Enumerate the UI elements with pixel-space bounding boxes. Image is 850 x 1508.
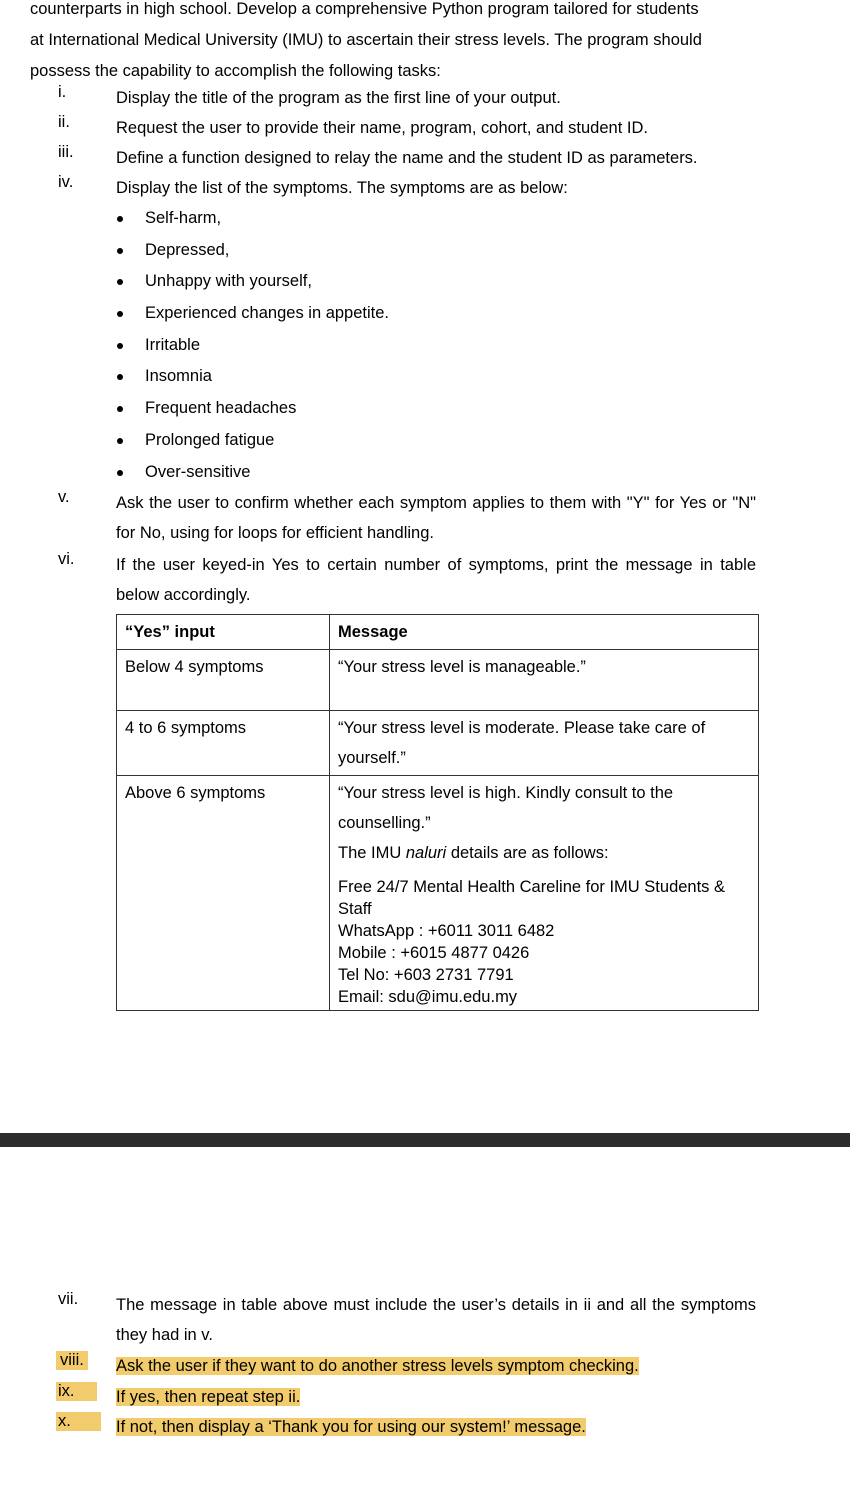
tel-contact: Tel No: +603 2731 7791 (338, 966, 514, 984)
task-number: x. (56, 1412, 101, 1431)
row-input: 4 to 6 symptoms (117, 711, 330, 776)
intro-paragraph (30, 0, 770, 87)
naluri-word: naluri (405, 844, 447, 862)
header-message: Message (330, 615, 759, 650)
task-text-highlighted: If yes, then repeat step ii. (116, 1388, 301, 1406)
symptom-item: Frequent headaches (116, 393, 389, 425)
row-input: Above 6 symptoms (117, 776, 330, 1011)
row-message: “Your stress level is manageable.” (330, 650, 759, 711)
high-stress-message: “Your stress level is high. Kindly consult to the counselling.” (338, 784, 674, 832)
table-row (117, 650, 759, 711)
task-text: Ask the user to confirm whether each symptom applies to them with "Y" for Yes or "N" for No, using for loops for efficient handling. (116, 494, 756, 542)
task-text-highlighted: Ask the user if they want to do another stress levels symptom checking. (116, 1357, 639, 1375)
symptom-item: Depressed, (116, 235, 389, 267)
table-row (117, 776, 759, 1011)
task-text: Display the title of the program as the first line of your output. (116, 89, 561, 107)
task-text: Display the list of the symptoms. The symptoms are as below: (116, 179, 568, 197)
naluri-prefix: The IMU (338, 844, 402, 862)
symptom-list (116, 203, 389, 488)
task-text: If the user keyed-in Yes to certain number of symptoms, print the message in table below accordingly. (116, 556, 756, 604)
mobile-contact: Mobile : +6015 4877 0426 (338, 944, 530, 962)
task-text: Define a function designed to relay the name and the student ID as parameters. (116, 149, 698, 167)
task-number: iv. (58, 173, 74, 191)
intro-line: at International Medical University (IMU) to ascertain their stress levels. The program should (30, 31, 702, 49)
task-number: ix. (56, 1382, 97, 1401)
intro-line: possess the capability to accomplish the following tasks: (30, 62, 441, 80)
task-number: vii. (58, 1290, 79, 1308)
symptom-item: Experienced changes in appetite. (116, 298, 389, 330)
task-text: The message in table above must include the user’s details in ii and all the symptoms they had in v. (116, 1296, 756, 1344)
task-text: Request the user to provide their name, program, cohort, and student ID. (116, 119, 648, 137)
naluri-suffix: details are as follows: (450, 844, 609, 862)
stress-message-table (116, 614, 759, 1011)
symptom-item: Irritable (116, 330, 389, 362)
task-number: ii. (58, 113, 70, 131)
page-divider-bar (0, 1133, 850, 1147)
symptom-item: Self-harm, (116, 203, 389, 235)
symptom-item: Unhappy with yourself, (116, 266, 389, 298)
symptom-item: Insomnia (116, 361, 389, 393)
intro-line: counterparts in high school. Develop a comprehensive Python program tailored for students (30, 0, 699, 18)
symptom-item: Prolonged fatigue (116, 425, 389, 457)
header-yes-input: “Yes” input (117, 615, 330, 650)
task-number: v. (58, 488, 70, 506)
task-text-highlighted: If not, then display a ‘Thank you for using our system!’ message. (116, 1418, 586, 1436)
row-input: Below 4 symptoms (117, 650, 330, 711)
row-message: “Your stress level is moderate. Please take care of yourself.” (330, 711, 759, 776)
task-number: viii. (56, 1351, 88, 1370)
task-number: i. (58, 83, 67, 101)
row-message-high (330, 776, 759, 1011)
symptom-item: Over-sensitive (116, 457, 389, 489)
task-number: iii. (58, 143, 74, 161)
email-contact: Email: sdu@imu.edu.my (338, 988, 518, 1006)
naluri-details-line (338, 844, 609, 862)
whatsapp-contact: WhatsApp : +6011 3011 6482 (338, 922, 555, 940)
table-header-row (117, 615, 759, 650)
table-row (117, 711, 759, 776)
careline-title: Free 24/7 Mental Health Careline for IMU Students & Staff (338, 878, 726, 918)
task-number: vi. (58, 550, 75, 568)
